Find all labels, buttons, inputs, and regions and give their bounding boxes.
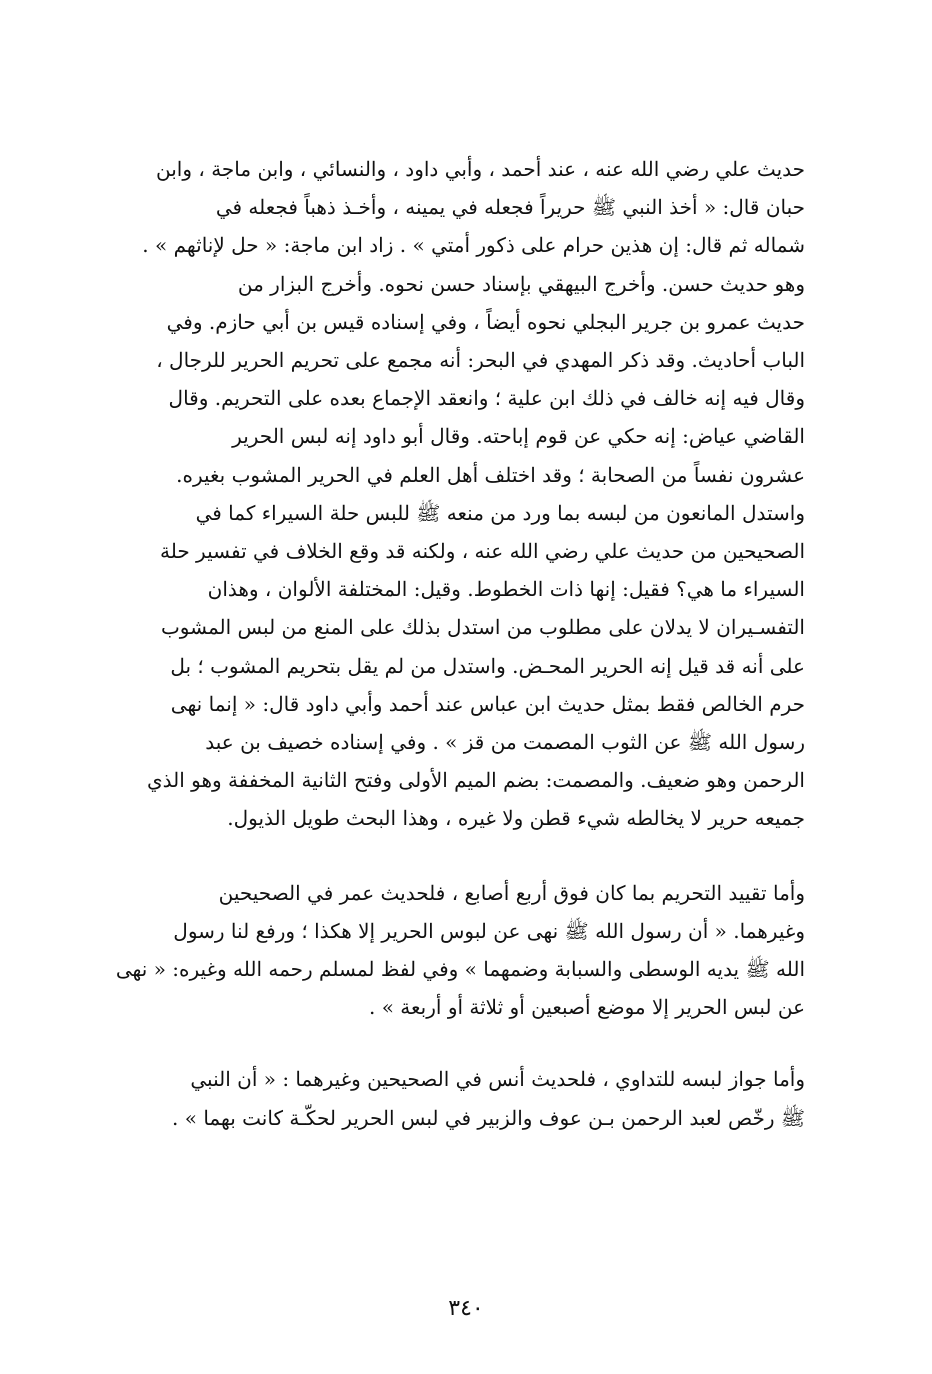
text-line: القاضي عياض: إنه حكي عن قوم إباحته. وقال أبو داود إنه لبس الحرير [232, 424, 805, 449]
text-line: رسول الله ﷺ عن الثوب المصمت من قز » . وفي إسناده خصيف بن عبد [205, 730, 805, 755]
text-line: وأما تقييد التحريم بما كان فوق أربع أصابع ، فلحديث عمر في الصحيحين [218, 880, 805, 905]
text-line: على أنه قد قيل إنه الحرير المحـض. واستدل من لم يقل بتحريم المشوب ؛ بل [170, 653, 805, 678]
paragraph-3 [105, 1060, 805, 1136]
text-line: ﷺ رخّص لعبد الرحمن بـن عوف والزبير في لبس الحرير لحكّـة كانت بهما » . [172, 1105, 805, 1130]
text-line: التفسـيران لا يدلان على مطلوب من استدل بذلك على المنع من لبس المشوب [160, 615, 805, 640]
text-line: عن لبس الحرير إلا موضع أصبعين أو ثلاثة أو أربعة » . [369, 995, 805, 1020]
text-line: شماله ثم قال: إن هذين حرام على ذكور أمتي » . زاد ابن ماجة: « حل لإناثهم » . [142, 233, 805, 258]
text-line: الرحمن وهو ضعيف. والمصمت: بضم الميم الأولى وفتح الثانية المخففة وهو الذي [146, 768, 805, 793]
page-number: ٣٤٠ [448, 1296, 484, 1321]
text-line: الله ﷺ يديه الوسطى والسبابة وضمهما » وفي لفظ لمسلم رحمه الله وغيره: « نهى [115, 957, 805, 982]
text-line: جميعه حرير لا يخالطه شيء قطن ولا غيره ، وهذا البحث طويل الذيول. [227, 806, 805, 831]
text-line: السيراء ما هي؟ فقيل: إنها ذات الخطوط. وقيل: المختلفة الألوان ، وهذان [207, 577, 805, 602]
text-line: الصحيحين من حديث علي رضي الله عنه ، ولكنه قد وقع الخلاف في تفسير حلة [159, 539, 805, 564]
paragraph-1 [105, 150, 805, 838]
paragraph-gap [105, 1026, 805, 1060]
paragraph-gap [105, 838, 805, 874]
text-line: حديث علي رضي الله عنه ، عند أحمد ، وأبي داود ، والنسائي ، وابن ماجة ، وابن [156, 157, 805, 181]
text-line: وأما جواز لبسه للتداوي ، فلحديث أنس في الصحيحين وغيرهما : « أن النبي [190, 1067, 805, 1092]
text-line: وهو حديث حسن. وأخرج البيهقي بإسناد حسن نحوه. وأخرج البزار من [237, 271, 805, 296]
text-line: عشرون نفساً من الصحابة ؛ وقد اختلف أهل العلم في الحرير المشوب بغيره. [176, 462, 805, 487]
paragraph-2 [105, 874, 805, 1027]
text-line: وغيرهما. « أن رسول الله ﷺ نهى عن لبوس الحرير إلا هكذا ؛ ورفع لنا رسول [173, 918, 805, 943]
text-line: واستدل المانعون من لبسه بما ورد من منعه ﷺ للبس حلة السيراء كما في [195, 500, 805, 525]
text-line: حبان قال: « أخذ النبي ﷺ حريراً فجعله في يمينه ، وأخـذ ذهباً فجعله في [215, 195, 805, 220]
text-line: الباب أحاديث. وقد ذكر المهدي في البحر: أنه مجمع على تحريم الحرير للرجال ، [156, 348, 805, 373]
text-line: حرم الخالص فقط بمثل حديث ابن عباس عند أحمد وأبي داود قال: « إنما نهى [170, 691, 805, 716]
page-body [105, 150, 805, 1137]
text-line: حديث عمرو بن جرير البجلي نحوه أيضاً ، وفي إسناده قيس بن أبي حازم. وفي [166, 309, 805, 334]
text-line: وقال فيه إنه خالف في ذلك ابن علية ؛ وانعقد الإجماع بعده على التحريم. وقال [168, 386, 805, 411]
